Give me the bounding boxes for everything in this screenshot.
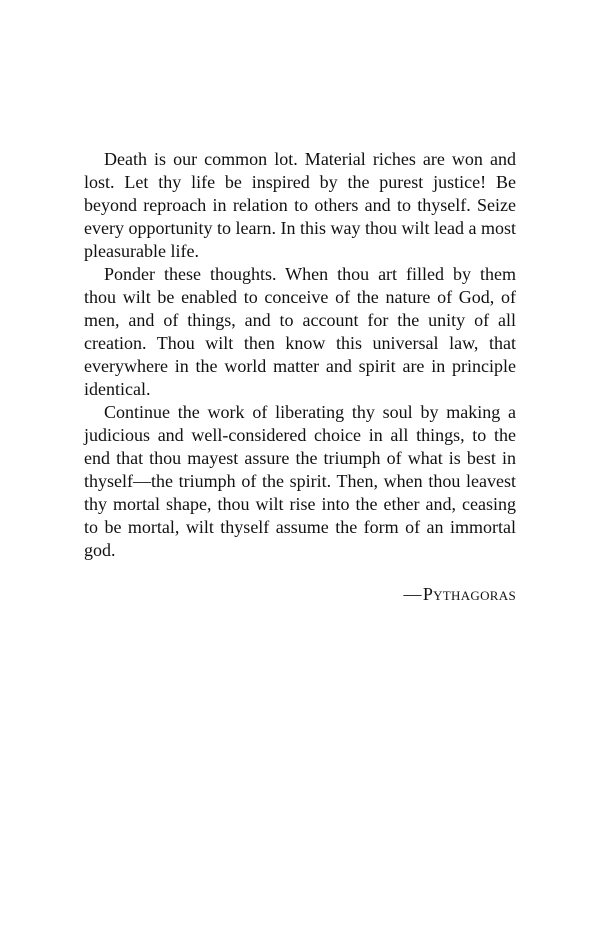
paragraph-1: Death is our common lot. Material riches are won and lost. Let thy life be inspired by the purest justice! Be beyond reproach in relation to others and to thyself. Seize every opportunity to learn. In this way thou wilt lead a most pleasurable life.	[84, 149, 516, 261]
quote-block	[84, 148, 516, 606]
paragraph-2: Ponder these thoughts. When thou art filled by them thou wilt be enabled to conceive of the nature of God, of men, and of things, and to account for the unity of all creation. Thou wilt then know this universal law, that everywhere in the world matter and spirit are in principle identical.	[84, 264, 516, 399]
attribution-name: Pythagoras	[422, 584, 516, 604]
paragraph-3: Continue the work of liberating thy soul by making a judicious and well-considered choice in all things, to the end that thou mayest assure the triumph of what is best in thyself—the triumph of the spirit. Then, when thou leavest thy mortal shape, thou wilt rise into the ether and, ceasing to be mortal, wilt thyself assume the form of an immortal god.	[84, 402, 516, 560]
attribution-dash: —	[403, 584, 422, 604]
attribution	[84, 583, 516, 606]
